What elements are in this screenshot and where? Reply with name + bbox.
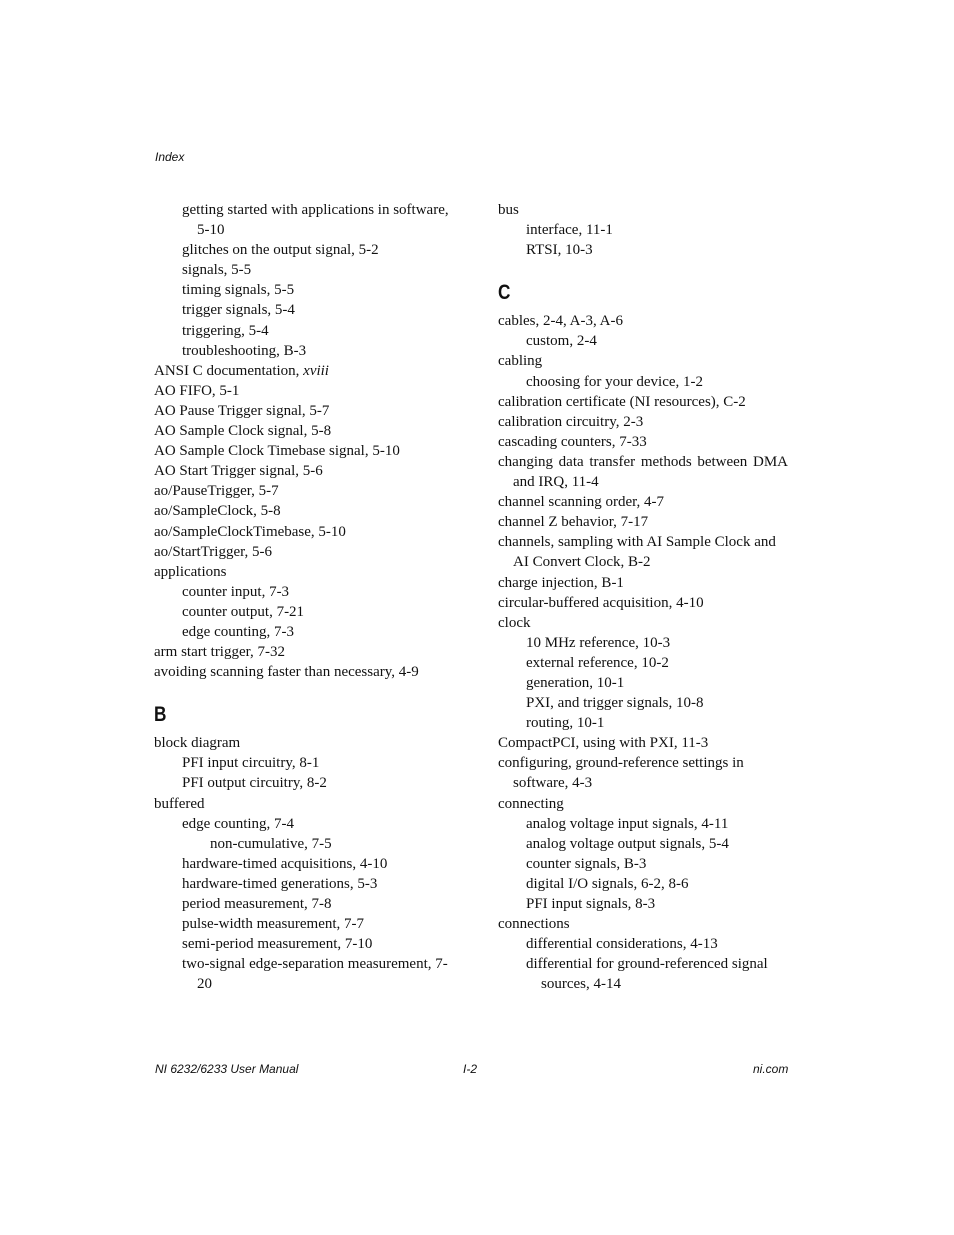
index-subentry xyxy=(526,713,788,733)
index-entry-text: getting started with applications in software, 5-10 xyxy=(182,202,449,239)
index-entry-text: trigger signals, 5-4 xyxy=(182,302,295,319)
index-entry xyxy=(154,794,454,814)
index-entry-text: counter signals, B-3 xyxy=(526,855,647,872)
index-entry xyxy=(154,662,454,682)
index-entry-text: choosing for your device, 1-2 xyxy=(526,373,704,390)
index-entry-text: PXI, and trigger signals, 10-8 xyxy=(526,695,704,712)
index-entry-text: routing, 10-1 xyxy=(526,715,605,732)
index-entry-text: AO Sample Clock signal, 5-8 xyxy=(154,423,332,440)
index-entry xyxy=(498,432,788,452)
index-entry xyxy=(154,381,454,401)
index-entry-text: calibration certificate (NI resources), C-2 xyxy=(498,393,746,410)
index-subentry xyxy=(182,582,454,602)
index-entry xyxy=(154,501,454,521)
index-entry-text: interface, 11-1 xyxy=(526,222,613,239)
index-entry-text: calibration circuitry, 2-3 xyxy=(498,413,644,430)
index-entry-text: clock xyxy=(498,614,531,631)
index-entry xyxy=(498,573,788,593)
index-entry-text: signals, 5-5 xyxy=(182,262,252,279)
index-entry xyxy=(498,412,788,432)
index-entry-text: 10 MHz reference, 10-3 xyxy=(526,634,671,651)
index-entry-text: bus xyxy=(498,202,519,218)
index-entry-text: connecting xyxy=(498,795,564,812)
index-subentry xyxy=(526,894,788,914)
index-entry xyxy=(154,361,454,381)
index-entry-text: PFI input signals, 8-3 xyxy=(526,896,656,912)
index-entry xyxy=(498,753,788,793)
index-entry-text: generation, 10-1 xyxy=(526,674,625,691)
index-entry xyxy=(498,452,788,492)
footer-manual-title: NI 6232/6233 User Manual xyxy=(155,1062,299,1076)
index-entry-text: hardware-timed generations, 5-3 xyxy=(182,875,378,892)
index-entry-text: analog voltage output signals, 5-4 xyxy=(526,835,729,852)
index-subentry xyxy=(182,854,454,874)
index-entry-text: cabling xyxy=(498,353,543,370)
index-entry-text: digital I/O signals, 6-2, 8-6 xyxy=(526,875,689,892)
index-entry-text: timing signals, 5-5 xyxy=(182,282,295,299)
index-subentry xyxy=(526,220,788,240)
index-subentry xyxy=(182,240,454,260)
index-entry-text: pulse-width measurement, 7-7 xyxy=(182,916,365,933)
index-entry-text: counter input, 7-3 xyxy=(182,583,290,600)
index-subentry xyxy=(182,914,454,934)
index-entry-text: changing data transfer methods between DMA and IRQ, 11-4 xyxy=(498,453,788,491)
index-entry-text: arm start trigger, 7-32 xyxy=(154,644,286,661)
index-entry xyxy=(154,642,454,662)
index-entry xyxy=(498,351,788,371)
index-entry-text: connections xyxy=(498,916,570,933)
index-entry xyxy=(498,512,788,532)
index-subentry xyxy=(182,341,454,361)
index-subentry xyxy=(526,653,788,673)
index-entry-text: configuring, ground-reference settings in software, 4-3 xyxy=(498,755,744,792)
index-entry-text: CompactPCI, using with PXI, 11-3 xyxy=(498,735,709,752)
index-entry-text: edge counting, 7-4 xyxy=(182,815,295,832)
index-entry-text: avoiding scanning faster than necessary, 4-9 xyxy=(154,664,419,681)
index-entry-text: ao/StartTrigger, 5-6 xyxy=(154,543,273,560)
index-subentry xyxy=(182,954,454,994)
index-subentry xyxy=(182,280,454,300)
index-subentry xyxy=(526,934,788,954)
index-subentry xyxy=(182,814,454,834)
index-entry-text: ANSI C documentation, xyxy=(154,362,304,379)
index-entry xyxy=(154,733,454,753)
index-entry-text: PFI input circuitry, 8-1 xyxy=(182,755,320,772)
index-subentry xyxy=(182,260,454,280)
index-subentry xyxy=(182,753,454,773)
index-entry xyxy=(154,401,454,421)
index-entry xyxy=(498,914,788,934)
index-entry xyxy=(498,593,788,613)
index-subentry xyxy=(182,602,454,622)
index-subentry xyxy=(182,934,454,954)
index-entry-text: troubleshooting, B-3 xyxy=(182,342,307,359)
index-entry-text: block diagram xyxy=(154,735,241,752)
index-subentry xyxy=(526,372,788,392)
index-entry-text: AO Sample Clock Timebase signal, 5-10 xyxy=(154,443,400,460)
index-entry-text: ao/SampleClockTimebase, 5-10 xyxy=(154,523,346,540)
index-entry-text: hardware-timed acquisitions, 4-10 xyxy=(182,855,388,872)
index-entry xyxy=(498,200,788,220)
index-entry xyxy=(498,613,788,633)
index-entry-text: circular-buffered acquisition, 4-10 xyxy=(498,594,704,611)
index-entry xyxy=(154,441,454,461)
index-entry-text: glitches on the output signal, 5-2 xyxy=(182,242,379,259)
index-entry-text: triggering, 5-4 xyxy=(182,322,269,339)
index-entry xyxy=(498,392,788,412)
index-subentry xyxy=(526,954,788,994)
index-entry-text: AO FIFO, 5-1 xyxy=(154,382,240,399)
index-subentry xyxy=(182,321,454,341)
index-entry-text: AO Start Trigger signal, 5-6 xyxy=(154,463,323,480)
index-entry-text: differential for ground-referenced signal sources, 4-14 xyxy=(526,956,768,993)
index-entry-text: channel Z behavior, 7-17 xyxy=(498,514,649,531)
index-subentry xyxy=(182,622,454,642)
index-subentry xyxy=(182,300,454,320)
index-subentry xyxy=(526,693,788,713)
index-entry xyxy=(154,562,454,582)
index-entry-text: non-cumulative, 7-5 xyxy=(210,835,332,852)
index-entry-text: analog voltage input signals, 4-11 xyxy=(526,815,729,832)
index-entry-text: PFI output circuitry, 8-2 xyxy=(182,775,327,792)
index-entry-text: period measurement, 7-8 xyxy=(182,896,332,912)
index-entry-text: edge counting, 7-3 xyxy=(182,623,295,640)
index-entry-text: cables, 2-4, A-3, A-6 xyxy=(498,313,623,330)
index-entry xyxy=(154,522,454,542)
index-subentry xyxy=(526,240,788,260)
index-subentry xyxy=(210,834,454,854)
index-entry xyxy=(498,733,788,753)
index-subentry xyxy=(526,331,788,351)
index-entry-text: AO Pause Trigger signal, 5-7 xyxy=(154,402,330,419)
index-subentry xyxy=(526,633,788,653)
index-letter-heading: B xyxy=(154,703,167,727)
index-entry-text: external reference, 10-2 xyxy=(526,654,669,671)
index-entry xyxy=(154,461,454,481)
index-subentry xyxy=(526,814,788,834)
index-column-right xyxy=(498,200,788,994)
index-entry-text: custom, 2-4 xyxy=(526,333,597,350)
footer-page-number: I-2 xyxy=(463,1062,478,1076)
index-subentry xyxy=(526,874,788,894)
index-letter-heading: C xyxy=(498,281,511,305)
index-entry-text: ao/SampleClock, 5-8 xyxy=(154,503,281,520)
index-entry-text: differential considerations, 4-13 xyxy=(526,936,718,953)
index-subentry xyxy=(182,894,454,914)
index-column-left xyxy=(154,200,454,994)
index-entry-text: two-signal edge-separation measurement, 7-20 xyxy=(182,956,448,993)
index-subentry xyxy=(526,854,788,874)
footer-website: ni.com xyxy=(753,1062,789,1076)
index-entry xyxy=(498,532,788,572)
index-entry-italic-page: xviii xyxy=(303,362,329,379)
index-subentry xyxy=(526,834,788,854)
index-entry xyxy=(154,481,454,501)
index-entry xyxy=(498,794,788,814)
index-subentry xyxy=(182,773,454,793)
index-entry-text: charge injection, B-1 xyxy=(498,574,624,591)
index-subentry xyxy=(182,874,454,894)
index-entry xyxy=(154,542,454,562)
index-entry-text: counter output, 7-21 xyxy=(182,603,305,620)
index-entry-text: RTSI, 10-3 xyxy=(526,242,593,259)
index-entry-text: semi-period measurement, 7-10 xyxy=(182,936,373,953)
index-entry-text: applications xyxy=(154,563,227,580)
index-entry-text: ao/PauseTrigger, 5-7 xyxy=(154,483,279,500)
index-subentry xyxy=(526,673,788,693)
index-entry xyxy=(498,311,788,331)
index-entry-text: channels, sampling with AI Sample Clock and AI Convert Clock, B-2 xyxy=(498,534,776,571)
running-header: Index xyxy=(155,150,185,164)
index-entry xyxy=(498,492,788,512)
index-entry xyxy=(154,421,454,441)
index-entry-text: channel scanning order, 4-7 xyxy=(498,494,665,511)
index-entry-text: cascading counters, 7-33 xyxy=(498,433,647,450)
index-entry-text: buffered xyxy=(154,795,205,812)
index-subentry xyxy=(182,200,454,240)
